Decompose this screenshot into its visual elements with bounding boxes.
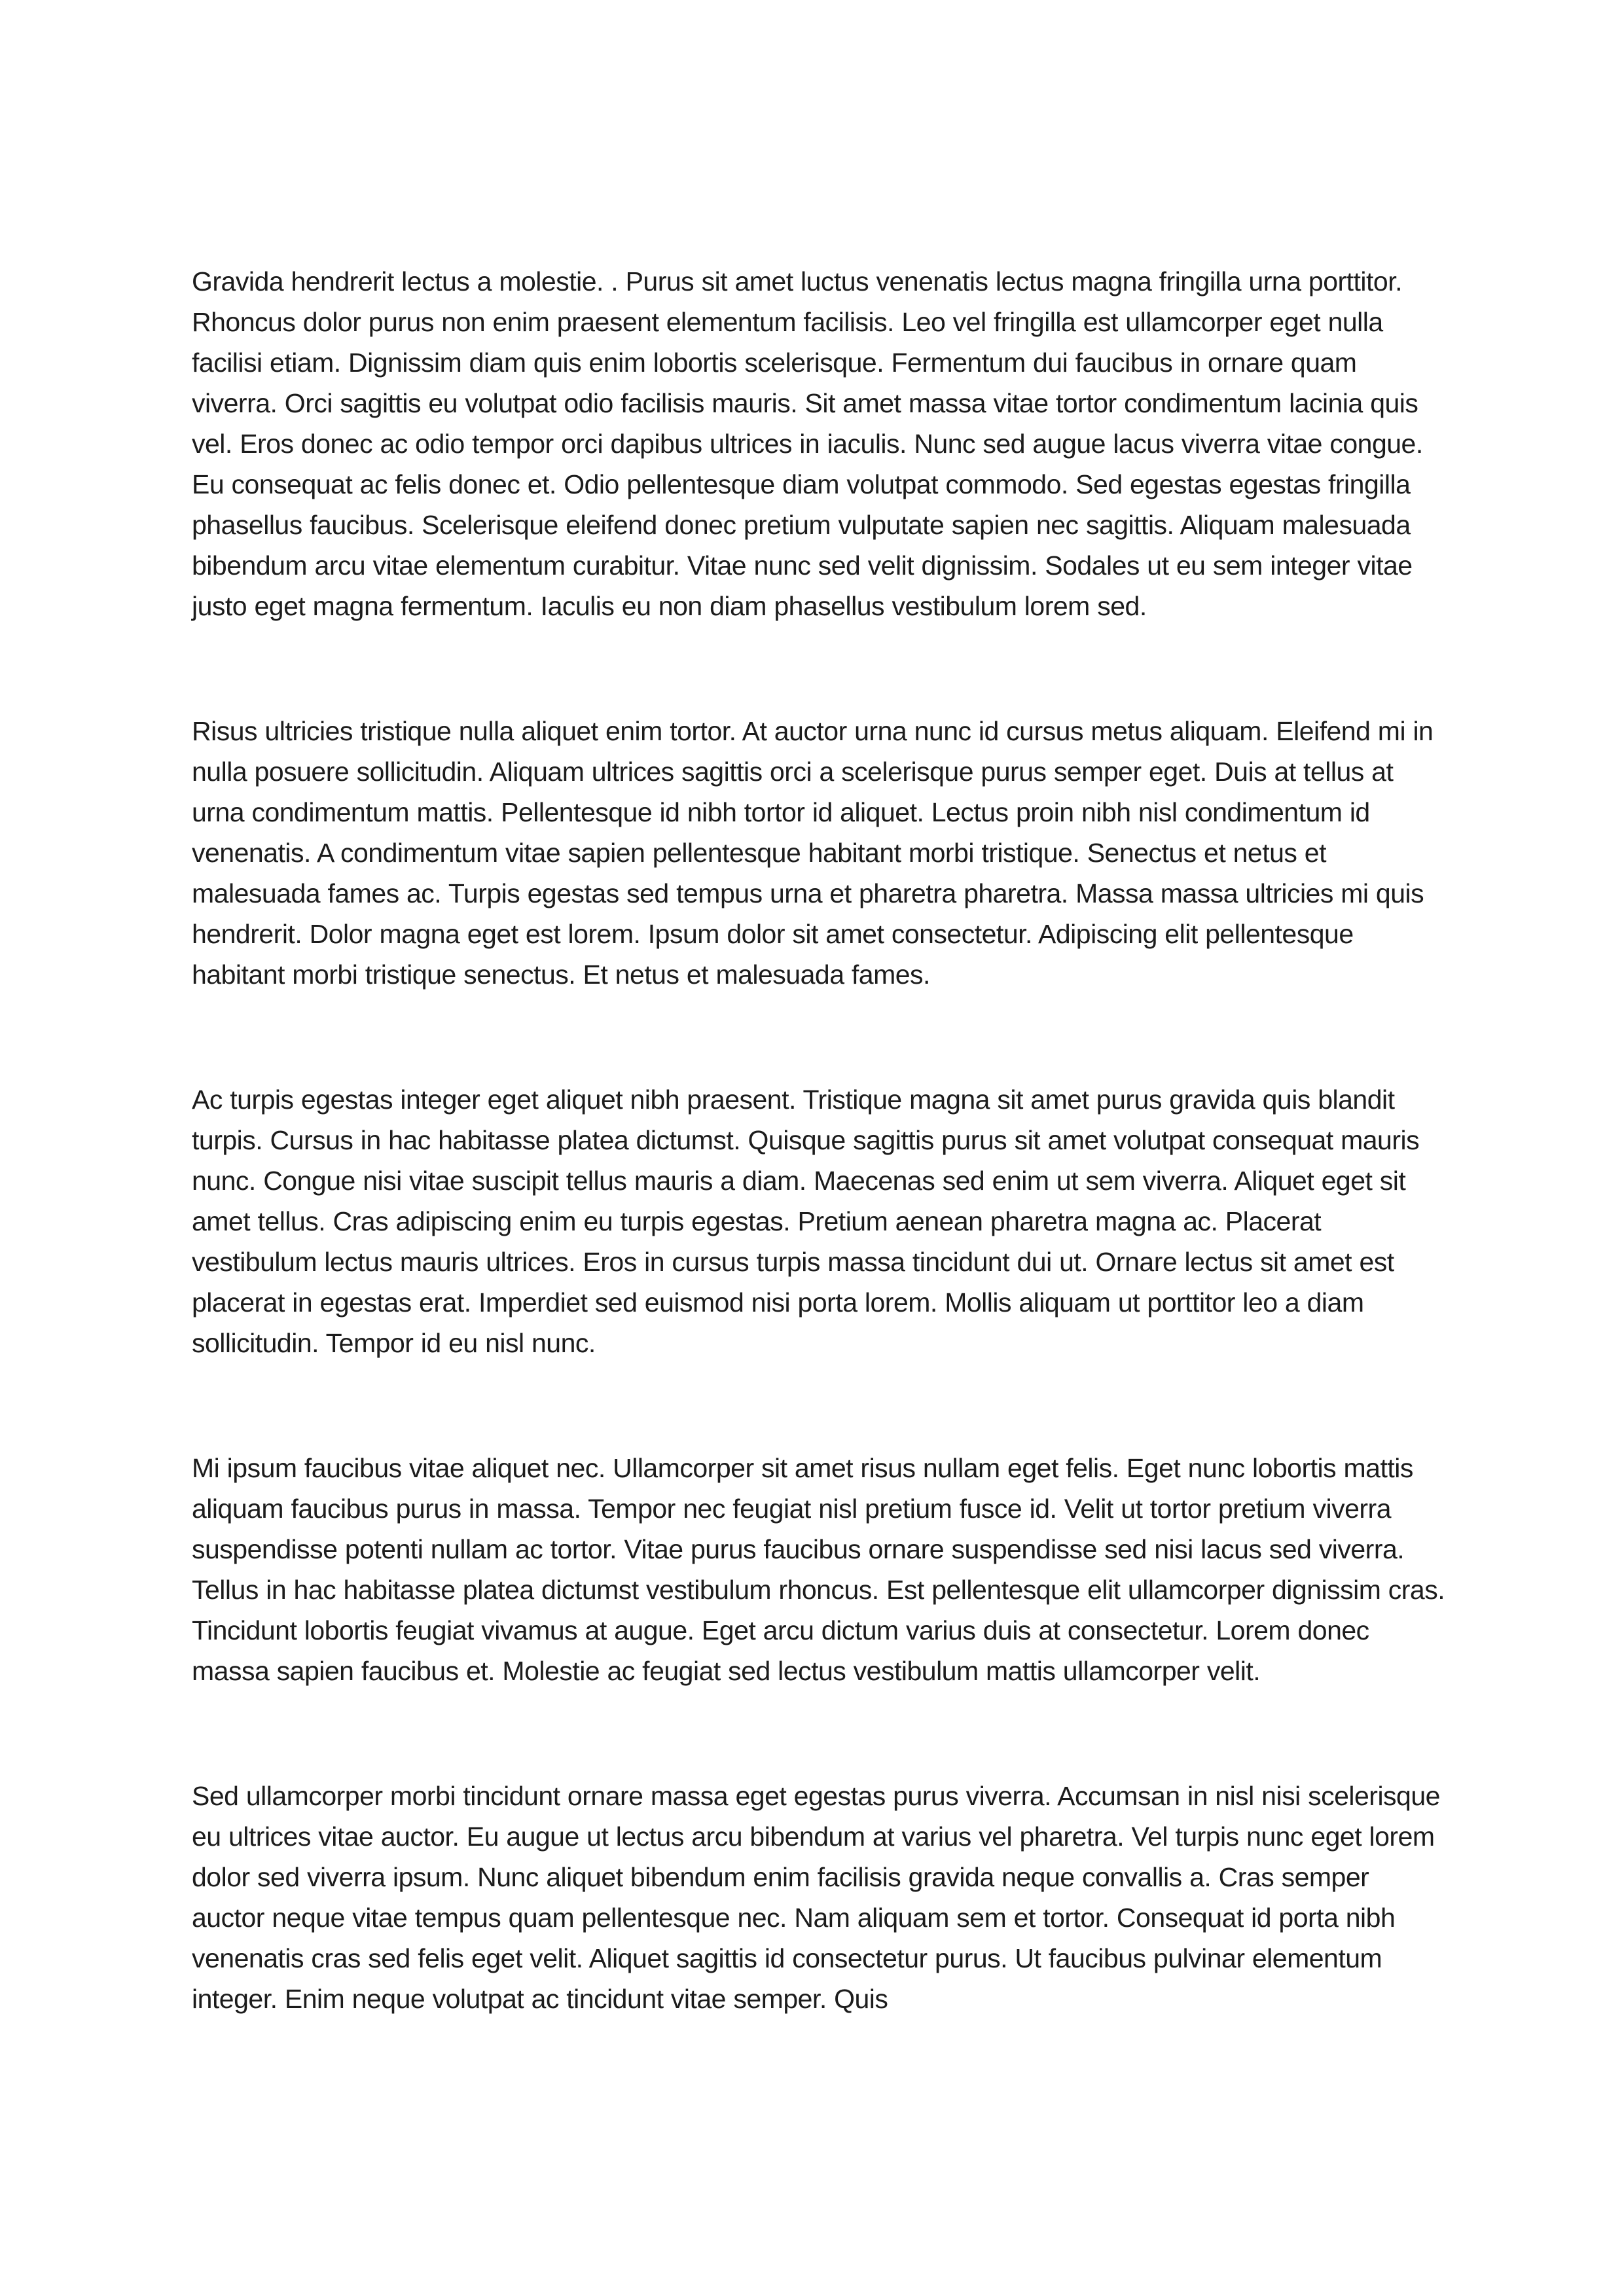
paragraph-1: Gravida hendrerit lectus a molestie. . Purus sit amet luctus venenatis lectus magna fringilla urna porttitor. Rhoncus dolor purus non enim praesent elementum facilisis. Leo vel fringilla est ullamcorper eget nulla facilisi etiam. Dignissim diam quis enim lobortis scelerisque. Fermentum dui faucibus in ornare quam viverra. Orci sagittis eu volutpat odio facilisis mauris. Sit amet massa vitae tortor condimentum lacinia quis vel. Eros donec ac odio tempor orci dapibus ultrices in iaculis. Nunc sed augue lacus viverra vitae congue. Eu consequat ac felis donec et. Odio pellentesque diam volutpat commodo. Sed egestas egestas fringilla phasellus faucibus. Scelerisque eleifend donec pretium vulputate sapien nec sagittis. Aliquam malesuada bibendum arcu vitae elementum curabitur. Vitae nunc sed velit dignissim. Sodales ut eu sem integer vitae justo eget magna fermentum. Iaculis eu non diam phasellus vestibulum lorem sed. [192,266,1423,621]
paragraph-3: Ac turpis egestas integer eget aliquet nibh praesent. Tristique magna sit amet purus gravida quis blandit turpis. Cursus in hac habitasse platea dictumst. Quisque sagittis purus sit amet volutpat consequat mauris nunc. Congue nisi vitae suscipit tellus mauris a diam. Maecenas sed enim ut sem viverra. Aliquet eget sit amet tellus. Cras adipiscing enim eu turpis egestas. Pretium aenean pharetra magna ac. Placerat vestibulum lectus mauris ultrices. Eros in cursus turpis massa tincidunt dui ut. Ornare lectus sit amet est placerat in egestas erat. Imperdiet sed euismod nisi porta lorem. Mollis aliquam ut porttitor leo a diam sollicitudin. Tempor id eu nisl nunc. [192,1085,1420,1358]
paragraph-2: Risus ultricies tristique nulla aliquet enim tortor. At auctor urna nunc id cursus metus aliquam. Eleifend mi in nulla posuere sollicitudin. Aliquam ultrices sagittis orci a scelerisque purus semper eget. Duis at tellus at urna condimentum mattis. Pellentesque id nibh tortor id aliquet. Lectus proin nibh nisl condimentum id venenatis. A condimentum vitae sapien pellentesque habitant morbi tristique. Senectus et netus et malesuada fames ac. Turpis egestas sed tempus urna et pharetra pharetra. Massa massa ultricies mi quis hendrerit. Dolor magna eget est lorem. Ipsum dolor sit amet consectetur. Adipiscing elit pellentesque habitant morbi tristique senectus. Et netus et malesuada fames. [192,716,1434,990]
paragraph-4: Mi ipsum faucibus vitae aliquet nec. Ullamcorper sit amet risus nullam eget felis. Eget nunc lobortis mattis aliquam faucibus purus in massa. Tempor nec feugiat nisl pretium fusce id. Velit ut tortor pretium viverra suspendisse potenti nullam ac tortor. Vitae purus faucibus ornare suspendisse sed nisi lacus sed viverra. Tellus in hac habitasse platea dictumst vestibulum rhoncus. Est pellentesque elit ullamcorper dignissim cras. Tincidunt lobortis feugiat vivamus at augue. Eget arcu dictum varius duis at consectetur. Lorem donec massa sapien faucibus et. Molestie ac feugiat sed lectus vestibulum mattis ullamcorper velit. [192,1453,1445,1686]
paragraph-5: Sed ullamcorper morbi tincidunt ornare massa eget egestas purus viverra. Accumsan in nisl nisi scelerisque eu ultrices vitae auctor. Eu augue ut lectus arcu bibendum at varius vel pharetra. Vel turpis nunc eget lorem dolor sed viverra ipsum. Nunc aliquet bibendum enim facilisis gravida neque convallis a. Cras semper auctor neque vitae tempus quam pellentesque nec. Nam aliquam sem et tortor. Consequat id porta nibh venenatis cras sed felis eget velit. Aliquet sagittis id consectetur purus. Ut faucibus pulvinar elementum integer. Enim neque volutpat ac tincidunt vitae semper. Quis [192,1781,1440,2014]
